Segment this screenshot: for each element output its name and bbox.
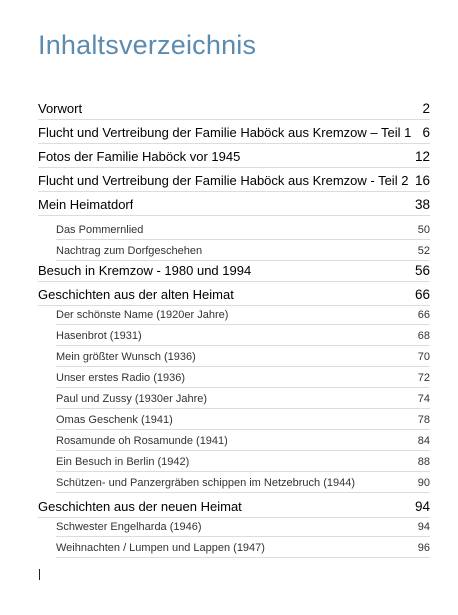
toc-entry-label: Weihnachten / Lumpen und Lappen (1947): [56, 542, 265, 554]
toc-entry-page: 50: [417, 224, 430, 236]
toc-entry[interactable]: [38, 258, 430, 282]
toc-entry-page: 78: [417, 414, 430, 426]
toc-entry-page: 38: [414, 197, 430, 212]
toc-subentry[interactable]: [56, 451, 430, 472]
toc-entry-label: Der schönste Name (1920er Jahre): [56, 309, 229, 321]
toc-entry-label: Paul und Zussy (1930er Jahre): [56, 393, 208, 405]
toc-entry-label: Mein größter Wunsch (1936): [56, 351, 196, 363]
toc-subentry[interactable]: [56, 409, 430, 430]
toc-entry-page: 96: [417, 542, 430, 554]
toc-entry-label: Unser erstes Radio (1936): [56, 372, 186, 384]
toc-subentry[interactable]: [56, 219, 430, 240]
toc-entry-page: 70: [417, 351, 430, 363]
toc-entry-label: Hasenbrot (1931): [56, 330, 142, 342]
toc-subentry[interactable]: [56, 346, 430, 367]
toc-entry-page: 2: [422, 101, 430, 116]
toc-entry[interactable]: [38, 282, 430, 306]
toc-entry-label: Geschichten aus der neuen Heimat: [38, 499, 242, 514]
toc-entry-page: 68: [417, 330, 430, 342]
toc-entry-page: 12: [414, 149, 430, 164]
toc-subentry[interactable]: [56, 472, 430, 493]
toc-subentry[interactable]: [56, 367, 430, 388]
toc-entry[interactable]: [38, 168, 430, 192]
toc-entry-label: Mein Heimatdorf: [38, 197, 134, 212]
toc-entry-label: Schwester Engelharda (1946): [56, 521, 202, 533]
toc-entry[interactable]: [38, 120, 430, 144]
toc-entry-label: Ein Besuch in Berlin (1942): [56, 456, 190, 468]
toc-entry[interactable]: [38, 192, 430, 216]
toc-entry-page: 90: [417, 477, 430, 489]
toc-subentry[interactable]: [56, 304, 430, 325]
toc-entry-page: 94: [417, 521, 430, 533]
toc-entry-label: Das Pommernlied: [56, 224, 144, 236]
text-cursor: [39, 569, 40, 580]
toc-entry-label: Rosamunde oh Rosamunde (1941): [56, 435, 228, 447]
toc-subentry[interactable]: [56, 325, 430, 346]
toc-entry-label: Geschichten aus der alten Heimat: [38, 287, 234, 302]
toc-entry-label: Omas Geschenk (1941): [56, 414, 173, 426]
toc-subentry[interactable]: [56, 537, 430, 558]
toc-entry-page: 84: [417, 435, 430, 447]
toc-entry-page: 94: [414, 499, 430, 514]
toc-entry[interactable]: [38, 494, 430, 518]
toc-subentry[interactable]: [56, 516, 430, 537]
toc-entry-label: Flucht und Vertreibung der Familie Haböck aus Kremzow – Teil 1: [38, 125, 412, 140]
toc-entry-page: 72: [417, 372, 430, 384]
toc-entry-page: 66: [414, 287, 430, 302]
toc-entry-page: 74: [417, 393, 430, 405]
toc-entry-label: Besuch in Kremzow - 1980 und 1994: [38, 263, 252, 278]
toc-entry-label: Flucht und Vertreibung der Familie Haböck aus Kremzow - Teil 2: [38, 173, 409, 188]
toc-entry-page: 52: [417, 245, 430, 257]
toc-entry[interactable]: [38, 144, 430, 168]
toc-entry-label: Fotos der Familie Haböck vor 1945: [38, 149, 241, 164]
toc-entry-page: 6: [422, 125, 430, 140]
toc-subentry[interactable]: [56, 430, 430, 451]
toc-entry-page: 16: [414, 173, 430, 188]
toc-entry-page: 56: [414, 263, 430, 278]
toc-entry-label: Schützen- und Panzergräben schippen im Netzebruch (1944): [56, 477, 356, 489]
toc-entry-label: Vorwort: [38, 101, 83, 116]
toc-title: Inhaltsverzeichnis: [38, 30, 257, 60]
toc-subentry[interactable]: [56, 388, 430, 409]
toc-entry-page: 88: [417, 456, 430, 468]
toc-entry-page: 66: [417, 309, 430, 321]
toc-entry-label: Nachtrag zum Dorfgeschehen: [56, 245, 203, 257]
toc-entry[interactable]: [38, 96, 430, 120]
